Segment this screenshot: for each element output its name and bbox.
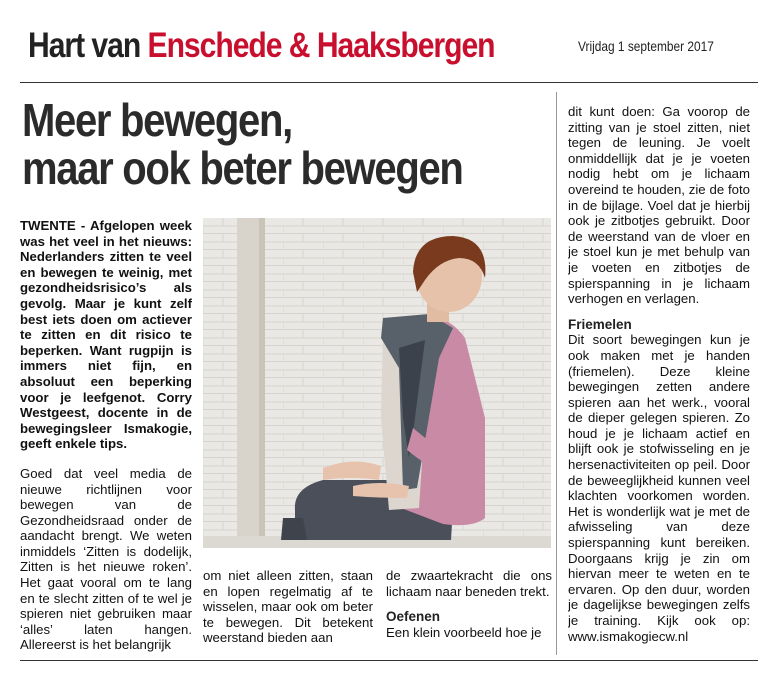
column-1	[20, 218, 192, 654]
column-3	[386, 568, 552, 654]
column-3-body: de zwaartekracht die ons lichaam naar beneden trekt.	[386, 568, 552, 599]
headline	[22, 96, 463, 192]
column-4-rest: Dit soort bewegingen kun je ook maken met je handen (friemelen). Deze kleine bewegingen zetten andere spieren aan het werk., vooral de dieper gelegen spieren. Zo houd je je lichaam actief en blijft ook je stofwisseling en je hersenactiviteiten op peil. Door de beweeglijkheid kunnen veel klachten voorkomen worden. Het is wonderlijk wat je met de afwisseling van deze spierspanning kunt bereiken. Doorgaans krijg je zin om hiervan meer te weten en te ervaren. Op den duur, worden je dagelijkse bewegingen zelfs je training. Kijk ook op: www.ismakogiecw.nl	[568, 332, 750, 644]
subhead-friemelen: Friemelen	[568, 316, 632, 332]
issue-date: Vrijdag 1 september 2017	[578, 38, 714, 54]
column-2	[203, 568, 373, 654]
column-4	[568, 104, 750, 654]
subhead-oefenen: Oefenen	[386, 609, 441, 625]
column-2-body: om niet alleen zitten, staan en lopen regelmatig af te wisselen, maar ook om beter te bewegen. Dit betekent weerstand bieden aan	[203, 568, 373, 646]
masthead-part2: Enschede & Haaksbergen	[147, 26, 495, 65]
article-photo	[203, 218, 551, 548]
top-rule	[20, 82, 758, 83]
column-divider	[556, 92, 557, 655]
article-lead: TWENTE - Afgelopen week was het veel in het nieuws: Nederlanders zitten te veel en bewegen te weinig, met gezondheidsrisico’s als gevolg. Maar je kunt zelf best iets doen om actiever te zitten en dit risico te beperken. Want rugpijn is immers niet fijn, en absoluut een beperking voor je leefgenot. Corry Westgeest, docente in de bewegingsleer Ismakogie, geeft enkele tips.	[20, 218, 192, 452]
masthead-part1: Hart van	[28, 26, 148, 65]
bottom-rule	[20, 660, 758, 661]
column-3-after: Een klein voorbeeld hoe je	[386, 624, 542, 640]
headline-line1: Meer bewegen,	[22, 94, 292, 146]
column-4-top: dit kunt doen: Ga voorop de zitting van je stoel zitten, niet tegen de leuning. Je voelt onmiddellijk dat je je voeten nodig hebt om je lichaam overeind te houden, zie de foto in de bijlage. Voel dat je hierbij ook je zitbotjes gebruikt. Door de weerstand van de vloer en je stoel kun je met behulp van je voeten en zitbotjes de spierspanning in je lichaam verhogen en verlagen.	[568, 104, 750, 307]
headline-line2: maar ook beter bewegen	[22, 142, 463, 194]
masthead	[28, 26, 495, 66]
column-1-body: Goed dat veel media de nieuwe richtlijnen voor bewegen van de Gezondheidsraad onder de aandacht brengt. We weten inmiddels ‘Zitten is dodelijk, Zitten is het nieuwe roken’. Het gaat vooral om te lang en te slecht zitten of te wel je spieren niet gebruiken maar ‘alles’ laten hangen. Allereerst is het belangrijk	[20, 465, 192, 653]
